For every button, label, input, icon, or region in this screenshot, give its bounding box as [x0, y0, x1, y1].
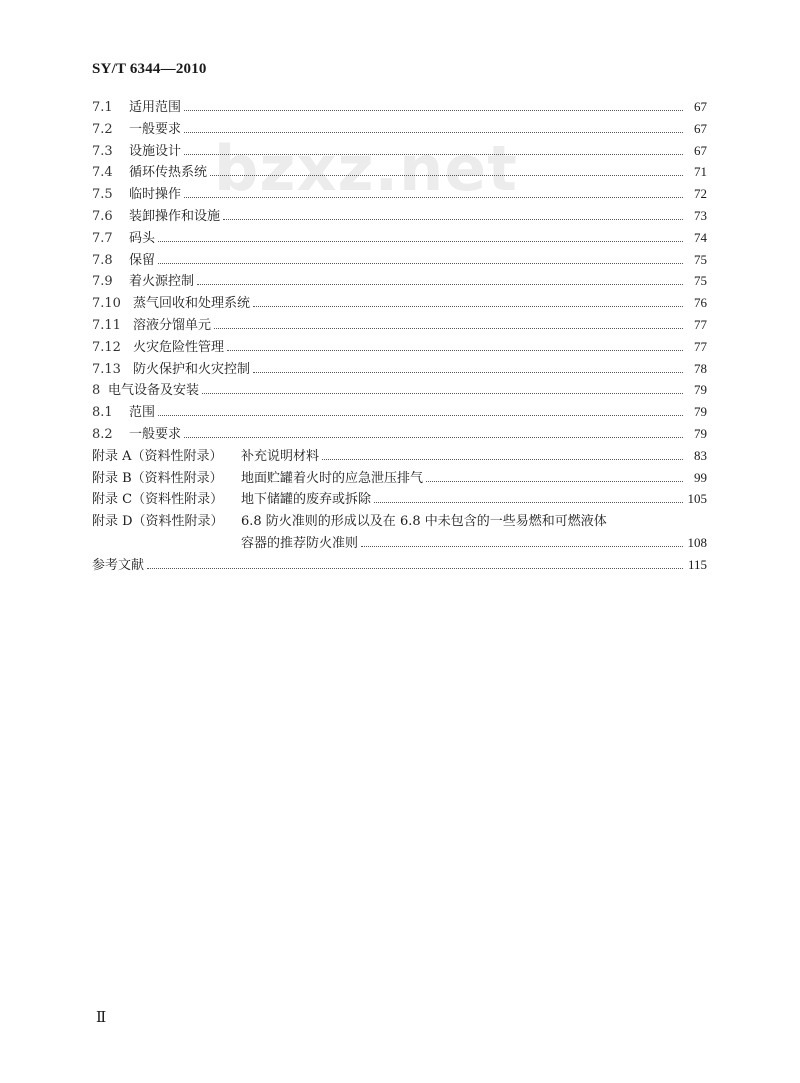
appendix-row-continued[interactable] — [92, 532, 707, 554]
watermark: bzxz.net — [214, 132, 518, 205]
toc-title: 一般要求 — [129, 426, 182, 442]
dot-leader — [158, 415, 683, 416]
appendix-row[interactable] — [92, 445, 707, 467]
toc-title: 一般要求 — [129, 121, 182, 137]
toc-row[interactable] — [92, 401, 707, 423]
toc-number: 7.1 — [92, 100, 113, 115]
toc-number: 7.2 — [92, 121, 113, 137]
appendix-label: 附录 A（资料性附录） — [92, 448, 223, 464]
dot-leader — [184, 437, 683, 438]
toc-row[interactable] — [92, 379, 707, 401]
dot-leader — [253, 372, 683, 373]
dot-leader — [184, 197, 683, 198]
toc-number: 7.12 — [92, 339, 121, 355]
toc-page: 73 — [694, 207, 707, 223]
appendix-title-continued: 容器的推荐防火准则 — [241, 535, 359, 551]
appendix-row[interactable] — [92, 510, 707, 532]
dot-leader — [184, 110, 683, 111]
toc-page: 74 — [694, 229, 707, 245]
toc-page: 79 — [694, 425, 707, 441]
references-row[interactable] — [92, 554, 707, 576]
toc-page: 76 — [694, 295, 707, 311]
dot-leader — [426, 481, 683, 482]
toc-number: 7.11 — [92, 317, 121, 333]
toc-page: 72 — [694, 186, 707, 202]
toc-number: 8.1 — [92, 405, 113, 421]
toc-row[interactable] — [92, 140, 707, 162]
dot-leader — [374, 502, 683, 503]
dot-leader — [197, 284, 683, 285]
toc-page: 67 — [694, 99, 707, 114]
toc-page: 79 — [694, 382, 707, 398]
toc-page: 77 — [694, 316, 707, 332]
toc-page: 71 — [694, 164, 707, 180]
toc-page: 79 — [694, 404, 707, 420]
toc-page: 78 — [694, 360, 707, 376]
toc-title: 循环传热系统 — [129, 165, 208, 181]
dot-leader — [322, 459, 683, 460]
appendix-row[interactable] — [92, 488, 707, 510]
toc-page: 75 — [694, 273, 707, 289]
toc-number: 7.4 — [92, 165, 113, 181]
toc-row[interactable] — [92, 227, 707, 249]
toc-title: 临时操作 — [129, 187, 182, 203]
toc-page: 67 — [694, 142, 707, 158]
toc-row[interactable] — [92, 249, 707, 271]
toc-title: 着火源控制 — [129, 274, 195, 290]
toc-title: 蒸气回收和处理系统 — [133, 296, 251, 312]
dot-leader — [158, 263, 683, 264]
appendix-label: 附录 C（资料性附录） — [92, 492, 224, 508]
toc-row[interactable] — [92, 96, 707, 118]
toc-number: 8 — [92, 383, 101, 399]
dot-leader — [184, 132, 683, 133]
table-of-contents — [92, 96, 707, 576]
dot-leader — [147, 568, 683, 569]
toc-row[interactable] — [92, 336, 707, 358]
toc-title: 装卸操作和设施 — [129, 208, 221, 224]
toc-title: 溶液分馏单元 — [133, 317, 212, 333]
dot-leader — [223, 219, 683, 220]
toc-title: 火灾危险性管理 — [133, 339, 225, 355]
toc-number: 7.8 — [92, 252, 113, 268]
page-number: Ⅱ — [96, 1010, 107, 1026]
standard-code-header: SY/T 6344—2010 — [92, 61, 207, 77]
appendix-page: 108 — [687, 534, 707, 550]
dot-leader — [158, 241, 683, 242]
toc-title: 设施设计 — [129, 143, 182, 159]
toc-number: 7.7 — [92, 230, 113, 246]
appendix-row[interactable] — [92, 467, 707, 489]
toc-title: 防火保护和火灾控制 — [133, 361, 251, 377]
toc-row[interactable] — [92, 292, 707, 314]
references-title: 参考文献 — [92, 557, 145, 573]
toc-row[interactable] — [92, 314, 707, 336]
toc-row[interactable] — [92, 423, 707, 445]
appendix-title: 6.8 防火准则的形成以及在 6.8 中未包含的一些易燃和可燃液体 — [241, 514, 607, 530]
toc-number: 7.6 — [92, 208, 113, 224]
toc-number: 7.10 — [92, 296, 121, 312]
appendix-title: 补充说明材料 — [241, 448, 320, 464]
dot-leader — [184, 154, 683, 155]
dot-leader — [202, 393, 683, 394]
appendix-title: 地面贮罐着火时的应急泄压排气 — [241, 470, 424, 486]
dot-leader — [227, 350, 683, 351]
dot-leader — [361, 546, 683, 547]
toc-number: 7.9 — [92, 274, 113, 290]
appendix-title: 地下储罐的废弃或拆除 — [241, 492, 372, 508]
toc-title: 码头 — [129, 230, 156, 246]
toc-title: 适用范围 — [129, 100, 182, 115]
toc-row[interactable] — [92, 358, 707, 380]
toc-row[interactable] — [92, 161, 707, 183]
toc-page: 67 — [694, 120, 707, 136]
appendix-page: 99 — [694, 469, 707, 485]
toc-title: 范围 — [129, 405, 156, 421]
dot-leader — [253, 306, 683, 307]
toc-number: 8.2 — [92, 426, 113, 442]
references-page: 115 — [687, 556, 707, 572]
toc-number: 7.13 — [92, 361, 121, 377]
dot-leader — [210, 175, 683, 176]
toc-number: 7.3 — [92, 143, 113, 159]
toc-row[interactable] — [92, 118, 707, 140]
toc-title: 电气设备及安装 — [108, 383, 200, 399]
appendix-label: 附录 D（资料性附录） — [92, 514, 224, 530]
dot-leader — [214, 328, 683, 329]
toc-row[interactable] — [92, 205, 707, 227]
appendix-page: 105 — [687, 491, 707, 507]
toc-title: 保留 — [129, 252, 156, 268]
appendix-page: 83 — [694, 447, 707, 463]
toc-page: 75 — [694, 251, 707, 267]
toc-number: 7.5 — [92, 187, 113, 203]
toc-page: 77 — [694, 338, 707, 354]
toc-row[interactable] — [92, 183, 707, 205]
toc-row[interactable] — [92, 270, 707, 292]
appendix-label: 附录 B（资料性附录） — [92, 470, 223, 486]
